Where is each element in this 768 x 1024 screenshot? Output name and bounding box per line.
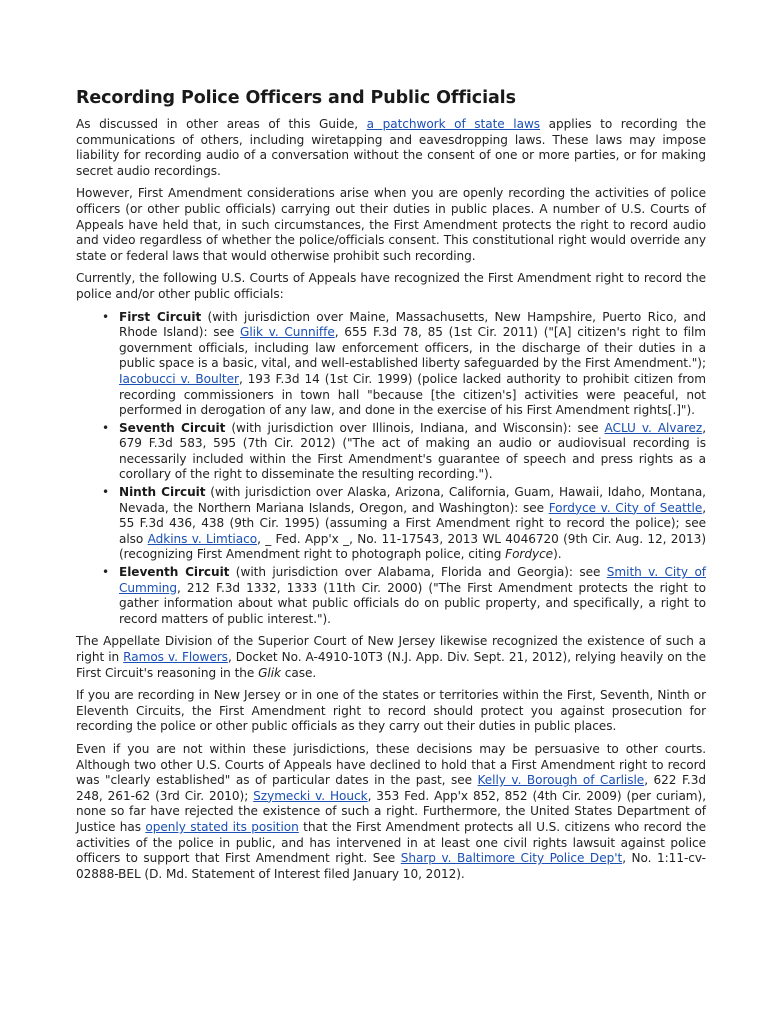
ramos-v-flowers-link[interactable]: Ramos v. Flowers bbox=[123, 650, 228, 664]
circuit-name: First Circuit bbox=[119, 309, 202, 324]
bullet-icon: • bbox=[102, 309, 110, 324]
paragraph-intro: As discussed in other areas of this Guide, a patchwork of state laws applies to recording the communications of others, including wiretapping and eavesdropping laws. These laws may impose liability for recording audio of a conversation without the consent of one or more parties, or for making secret audio recordings. bbox=[76, 117, 706, 178]
szymecki-v-houck-link[interactable]: Szymecki v. Houck bbox=[253, 788, 368, 803]
bullet-icon: • bbox=[102, 565, 110, 580]
list-item-eleventh-circuit: • Eleventh Circuit (with jurisdiction over Alabama, Florida and Georgia): see Smith v. City of Cumming, 212 F.3d 1332, 1333 (11th Cir. 2000) ("The First Amendment protects the right to gather information about what public officials do on public property, and specifically, a right to record matters of public interest."). bbox=[102, 565, 707, 626]
paragraph-new-jersey: The Appellate Division of the Superior Court of New Jersey likewise recognized the existence of such a right in Ramos v. Flowers, Docket No. A-4910-10T3 (N.J. App. Div. Sept. 21, 2012), relying heavily on the First Circuit's reasoning in the Glik case. bbox=[76, 634, 706, 680]
adkins-v-limtiaco-link[interactable]: Adkins v. Limtiaco bbox=[147, 531, 258, 546]
circuit-name: Eleventh Circuit bbox=[119, 565, 230, 580]
bullet-icon: • bbox=[102, 420, 110, 435]
paragraph-protection: If you are recording in New Jersey or in one of the states or territories within the First, Seventh, Ninth or Eleventh Circuits, the First Amendment right to record should protect you against prosecution for recording the police or other public officials as they carry out their duties in public places. bbox=[76, 688, 706, 734]
aclu-v-alvarez-link[interactable]: ACLU v. Alvarez bbox=[604, 420, 703, 435]
page-title: Recording Police Officers and Public Officials bbox=[76, 88, 516, 108]
paragraph-persuasive: Even if you are not within these jurisdictions, these decisions may be persuasive to other courts. Although two other U.S. Courts of Appeals have declined to hold that a First Amendment right to record was "clearly established" as of particular dates in the past, see Kelly v. Borough of Carlisle, 622 F.3d 248, 261-62 (3rd Cir. 2010); Szymecki v. Houck, 353 Fed. App'x 852, 852 (4th Cir. 2009) (per curiam), none so far have rejected the existence of such a right. Furthermore, the United States Department of Justice has openly stated its position that the First Amendment protects all U.S. citizens who record the activities of the police in public, and has intervened in at least one civil rights lawsuit against police officers to support that First Amendment right. See Sharp v. Baltimore City Police Dep't, No. 1:11-cv-02888-BEL (D. Md. Statement of Interest filed January 10, 2012). bbox=[76, 741, 706, 881]
list-item-ninth-circuit: • Ninth Circuit (with jurisdiction over Alaska, Arizona, California, Guam, Hawaii, Idaho, Montana, Nevada, the Northern Mariana Islands, Oregon, and Washington): see Fordyce v. City of Seattle, 55 F.3d 436, 438 (9th Cir. 1995) (assuming a First Amendment right to record the police); see also Adkins v. Limtiaco, _ Fed. App'x _, No. 11-17543, 2013 WL 4046720 (9th Cir. Aug. 12, 2013) (recognizing First Amendment right to photograph police, citing Fordyce). bbox=[102, 485, 707, 562]
circuit-list bbox=[76, 310, 706, 628]
bullet-icon: • bbox=[102, 485, 110, 500]
state-laws-link[interactable]: a patchwork of state laws bbox=[366, 117, 541, 131]
paragraph-courts-intro: Currently, the following U.S. Courts of Appeals have recognized the First Amendment right to record the police and/or other public officials: bbox=[76, 271, 706, 301]
glik-v-cunniffe-link[interactable]: Glik v. Cunniffe bbox=[240, 325, 335, 340]
list-item-seventh-circuit: • Seventh Circuit (with jurisdiction over Illinois, Indiana, and Wisconsin): see ACLU v. Alvarez, 679 F.3d 583, 595 (7th Cir. 2012) ("The act of making an audio or audiovisual recording is necessarily included within the First Amendment's guarantee of speech and press rights as a corollary of the right to disseminate the resulting recording."). bbox=[102, 420, 706, 482]
list-item-first-circuit: • First Circuit (with jurisdiction over Maine, Massachusetts, New Hampshire, Puerto Rico, and Rhode Island): see Glik v. Cunniffe, 655 F.3d 78, 85 (1st Cir. 2011) ("[A] citizen's right to film government officials, including law enforcement officers, in the discharge of their duties in a public space is a basic, vital, and well-established liberty safeguarded by the First Amendment."); Iacobucci v. Boulter, 193 F.3d 14 (1st Cir. 1999) (police lacked authority to prohibit citizen from recording commissioners in town hall "because [the citizen's] activities were peaceful, not performed in derogation of any law, and done in the exercise of his First Amendment rights[.]"). bbox=[102, 309, 707, 418]
doj-position-link[interactable]: openly stated its position bbox=[145, 819, 299, 834]
circuit-name: Ninth Circuit bbox=[119, 485, 206, 500]
kelly-v-carlisle-link[interactable]: Kelly v. Borough of Carlisle bbox=[477, 773, 645, 788]
paragraph-first-amendment: However, First Amendment considerations arise when you are openly recording the activities of police officers (or other public officials) carrying out their duties in public places. A number of U.S. Courts of Appeals have held that, in such circumstances, the First Amendment protects the right to record audio and video regardless of whether the police/officials consent. This constitutional right would override any state or federal laws that would otherwise prohibit such recording. bbox=[76, 186, 706, 263]
sharp-v-baltimore-link[interactable]: Sharp v. Baltimore City Police Dep't bbox=[400, 851, 623, 866]
iacobucci-v-boulter-link[interactable]: Iacobucci v. Boulter bbox=[119, 371, 239, 386]
circuit-name: Seventh Circuit bbox=[119, 420, 226, 435]
fordyce-v-seattle-link[interactable]: Fordyce v. City of Seattle bbox=[548, 500, 703, 515]
smith-v-cumming-link[interactable]: Smith v. City of Cumming bbox=[119, 565, 707, 595]
